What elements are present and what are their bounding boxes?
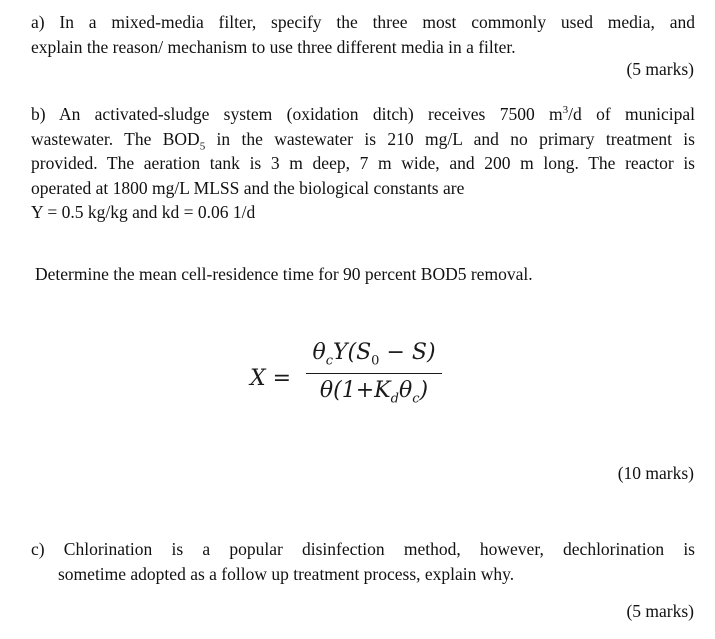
question-b-line2-post: in the wastewater is 210 mg/L and no primary treatment is bbox=[205, 128, 695, 149]
question-c-marks: (5 marks) bbox=[626, 601, 694, 621]
denominator-theta-subscript: c bbox=[412, 391, 420, 407]
question-b bbox=[31, 102, 695, 225]
cubic-superscript: 3 bbox=[562, 104, 569, 117]
fraction-bar bbox=[306, 373, 442, 374]
question-a bbox=[31, 10, 695, 59]
theta-symbol: θ bbox=[312, 340, 326, 365]
denominator-text: θ(1+K bbox=[319, 378, 391, 403]
question-b-prompt: Determine the mean cell-residence time for 90 percent BOD5 removal. bbox=[35, 264, 533, 284]
question-b-line1-post: /d of municipal bbox=[568, 104, 695, 124]
question-b-marks: (10 marks) bbox=[617, 463, 694, 483]
question-b-line1 bbox=[31, 102, 695, 127]
denominator-theta: θ bbox=[398, 378, 413, 403]
question-b-line2-pre: wastewater. The BOD bbox=[31, 128, 200, 149]
formula-fraction bbox=[306, 340, 442, 407]
k-subscript: d bbox=[390, 391, 399, 407]
question-c bbox=[31, 537, 695, 586]
theta-subscript: c bbox=[325, 353, 333, 369]
question-a-line1: a) In a mixed-media filter, specify the three most commonly used media, and bbox=[31, 12, 695, 32]
question-c-line1: c) Chlorination is a popular disinfection method, however, dechlorination is bbox=[31, 539, 695, 559]
question-b-line5: Y = 0.5 kg/kg and kd = 0.06 1/d bbox=[31, 202, 256, 222]
question-b-line2 bbox=[31, 127, 695, 152]
formula-denominator bbox=[306, 378, 442, 407]
question-b-line4: operated at 1800 mg/L MLSS and the biological constants are bbox=[31, 177, 465, 198]
numerator-tail: − S) bbox=[379, 340, 436, 365]
formula-lhs-text: X = bbox=[250, 366, 292, 391]
question-b-line3: provided. The aeration tank is 3 m deep, 7 m wide, and 200 m long. The reactor is bbox=[31, 153, 695, 173]
question-a-line2: explain the reason/ mechanism to use three different media in a filter. bbox=[31, 36, 516, 57]
formula-numerator bbox=[306, 340, 442, 370]
formula-lhs bbox=[250, 366, 291, 391]
question-b-line1-pre: b) An activated-sludge system (oxidation ditch) receives 7500 m bbox=[31, 104, 563, 124]
s-subscript: 0 bbox=[371, 353, 380, 369]
question-c-line2: sometime adopted as a follow up treatment process, explain why. bbox=[58, 563, 515, 584]
denominator-close: ) bbox=[419, 378, 429, 403]
bod-subscript: 5 bbox=[199, 140, 206, 152]
numerator-text: Y(S bbox=[332, 340, 372, 365]
question-a-marks: (5 marks) bbox=[626, 59, 694, 79]
